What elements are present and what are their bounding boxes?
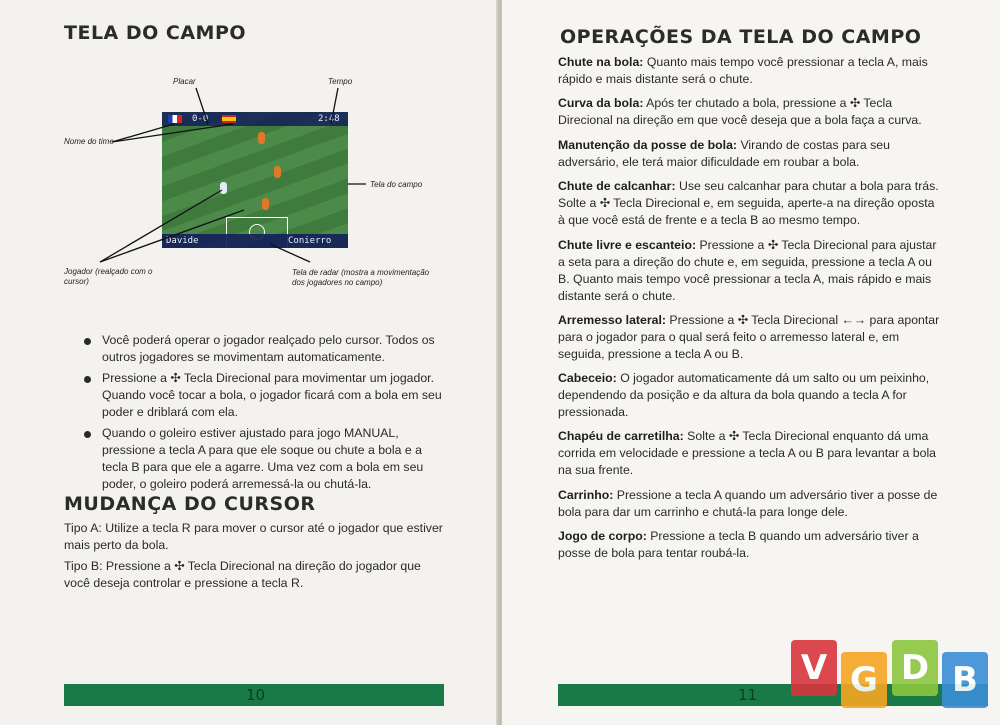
watermark-letter: G [841, 652, 887, 708]
operation-entry: Jogo de corpo: Pressione a tecla B quando um adversário tiver a posse de bola para tentar roubá-la. [558, 529, 919, 560]
callout-radar: Tela de radar (mostra a movimentação dos jogadores no campo) [292, 268, 430, 287]
callout-tempo: Tempo [328, 77, 353, 86]
operation-entry: Cabeceio: O jogador automaticamente dá um salto ou um peixinho, dependendo da posição e da altura da bola quando a tecla A for pressionada. [558, 371, 930, 419]
page-number: 10 [246, 686, 266, 704]
bullet-icon [84, 338, 91, 345]
watermark-letter: D [892, 640, 938, 696]
bullet-item: Você poderá operar o jogador realçado pelo cursor. Todos os outros jogadores se movimentam automaticamente. [84, 332, 444, 366]
operation-entry: Carrinho: Pressione a tecla A quando um adversário tiver a posse de bola para dar um carrinho e chutá-la para longe dele. [558, 488, 938, 519]
hud-time: 2:48 [318, 114, 340, 124]
bullet-icon [84, 376, 91, 383]
operation-entry: Chute de calcanhar: Use seu calcanhar para chutar a bola para trás. Solte a ✣ Tecla Direcional e, em seguida, aperte-a na direção oposta à que você está de frente e a tecla B ao mesmo tempo. [558, 179, 939, 227]
left-page [0, 0, 498, 725]
hud-player-right: Conierro [288, 236, 332, 246]
hud-score: 0-0 [192, 114, 209, 124]
page-footer [64, 684, 444, 706]
operation-entry: Curva da bola: Após ter chutado a bola, pressione a ✣ Tecla Direcional na direção em que você deseja que a bola faça a curva. [558, 96, 922, 127]
operation-entry: Arremesso lateral: Pressione a ✣ Tecla Direcional ←→ para apontar para o jogador para o qual será feito o arremesso lateral e, em seguida, pressione a tecla A ou B. [558, 313, 940, 361]
operation-entry: Manutenção da posse de bola: Virando de costas para seu adversário, ele terá maior dificuldade em roubar a bola. [558, 138, 890, 169]
watermark-letter: B [942, 652, 988, 708]
watermark-letter: V [791, 640, 837, 696]
bullet-item: Quando o goleiro estiver ajustado para jogo MANUAL, pressione a tecla A para que ele soque ou chute a bola e a tecla B para que ele a agarre. Uma vez com a bola em seu poder, o goleiro poderá arremessá-la ou chutá-la. [84, 425, 444, 493]
page-title: OPERAÇÕES DA TELA DO CAMPO [560, 26, 922, 48]
callout-tela-do-campo: Tela do campo [370, 180, 423, 189]
tipo-b-text: Tipo B: Pressione a ✣ Tecla Direcional na direção do jogador que você deseja controlar e pressione a tecla R. [64, 559, 421, 590]
operation-entry: Chute livre e escanteio: Pressione a ✣ Tecla Direcional para ajustar a seta para a direção do chute e, em seguida, pressione a tecla A ou B. Quanto mais tempo você pressionar a tecla A, mais rápido e mais distante será o chute. [558, 238, 937, 303]
callout-jogador: Jogador (realçado com o cursor) [64, 267, 153, 286]
page-title: TELA DO CAMPO [64, 22, 247, 44]
bullet-item: Pressione a ✣ Tecla Direcional para movimentar um jogador. Quando você tocar a bola, o jogador ficará com a bola em seu poder e driblará com ela. [84, 370, 444, 421]
hud-player-left: Davide [166, 236, 199, 246]
callout-placar: Placar [173, 77, 196, 86]
page-number: 11 [738, 686, 758, 704]
tipo-a-text: Tipo A: Utilize a tecla R para mover o cursor até o jogador que estiver mais perto da bola. [64, 521, 443, 552]
callout-nome-do-time: Nome do time [64, 137, 114, 146]
section-title: MUDANÇA DO CURSOR [64, 493, 316, 515]
operation-entry: Chapéu de carretilha: Solte a ✣ Tecla Direcional enquanto dá uma corrida em velocidade e pressione a tecla A ou B para levantar a bola na sua frente. [558, 429, 937, 477]
operation-entry: Chute na bola: Quanto mais tempo você pressionar a tecla A, mais rápido e mais distante será o chute. [558, 55, 928, 86]
bullet-icon [84, 431, 91, 438]
